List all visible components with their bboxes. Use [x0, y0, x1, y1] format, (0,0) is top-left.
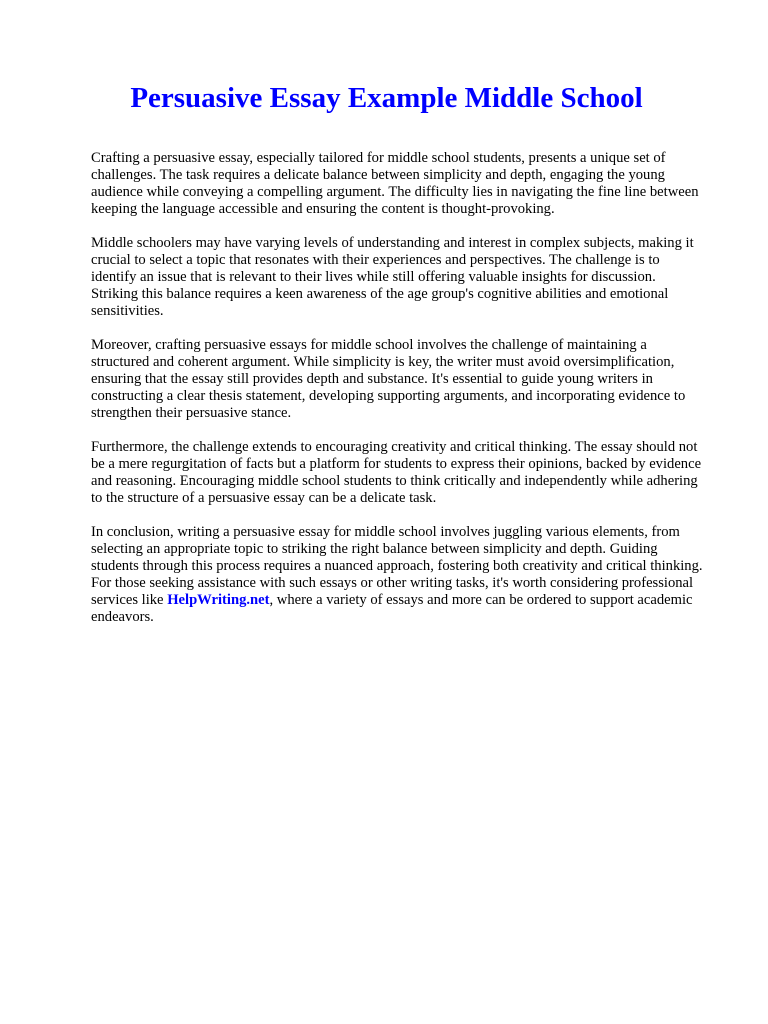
conclusion-text-before: In conclusion, writing a persuasive essay for middle school involves juggling various elements, from selecting an appropriate topic to striking the right balance between simplicity and depth. Guiding students through this process requires a nuanced approach, fostering both creativity and critical thinking. For those seeking assistance with such essays or other writing tasks, it's worth considering professional services like: [91, 524, 703, 608]
page-title: Persuasive Essay Example Middle School: [130, 82, 643, 114]
paragraph-topic: Middle schoolers may have varying levels of understanding and interest in complex subjects, making it crucial to select a topic that resonates with their experiences and perspectives. The challenge is to identify an issue that is relevant to their lives while still offering valuable insights for discussion. Striking this balance requires a keen awareness of the age group's cognitive abilities and emotional sensitivities.: [91, 235, 694, 319]
paragraph-intro: Crafting a persuasive essay, especially tailored for middle school students, presents a unique set of challenges. The task requires a delicate balance between simplicity and depth, engaging the young audience while conveying a compelling argument. The difficulty lies in navigating the fine line between keeping the language accessible and ensuring the content is thought-provoking.: [91, 150, 699, 217]
paragraph-conclusion: [91, 524, 706, 626]
conclusion-text-after: , where a variety of essays and more can be ordered to support academic endeavors.: [91, 592, 693, 625]
paragraph-creativity: Furthermore, the challenge extends to encouraging creativity and critical thinking. The essay should not be a mere regurgitation of facts but a platform for students to express their opinions, backed by evidence and reasoning. Encouraging middle school students to think critically and independently while adhering to the structure of a persuasive essay can be a delicate task.: [91, 439, 702, 506]
helpwriting-link[interactable]: HelpWriting.net: [167, 592, 270, 608]
paragraph-structure: Moreover, crafting persuasive essays for middle school involves the challenge of maintaining a structured and coherent argument. While simplicity is key, the writer must avoid oversimplification, ensuring that the essay still provides depth and substance. It's essential to guide young writers in constructing a clear thesis statement, developing supporting arguments, and incorporating evidence to strengthen their persuasive stance.: [91, 337, 686, 421]
